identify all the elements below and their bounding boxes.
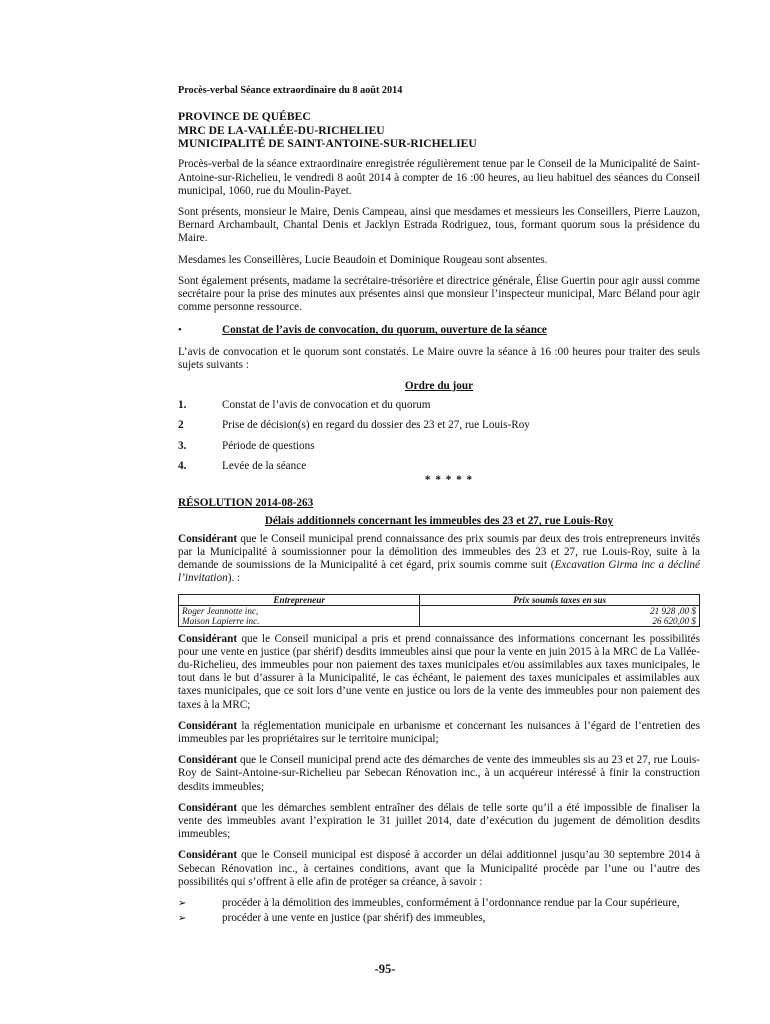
resolution-title: Délais additionnels concernant les immeubles des 23 et 27, rue Louis-Roy [264,515,614,528]
bullet-icon: • [178,324,182,337]
municipality-line: MUNICIPALITÉ DE SAINT-ANTOINE-SUR-RICHELIEU [178,137,477,151]
list-item-text: procéder à la démolition des immeubles, conformément à l’ordonnance rendue par la Cour supérieure, [222,896,680,909]
price-table-header [179,594,700,605]
entrepreneur-name: Roger Jeannotte inc, [179,605,420,616]
document-header: Procès-verbal Séance extraordinaire du 8 août 2014 [178,85,403,96]
considerant-text: que les démarches semblent entraîner des délais de telle sorte qu’il a été impossible de finaliser la vente des immeubles avant l’expiration le 31 juillet 2014, date d’exécution du jugement de démolition desdits immeubles; [178,801,700,841]
considerant-keyword: Considérant [178,632,238,645]
agenda-item [178,399,700,412]
agenda-text: Prise de décision(s) en regard du dossier des 23 et 27, rue Louis-Roy [222,419,530,432]
agenda-text: Levée de la séance [222,459,307,472]
agenda-number: 4. [178,459,187,472]
considerant-text: que le Conseil municipal a pris et prend connaissance des informations concernant les possibilités pour une vente en justice (par shérif) desdits immeubles ainsi que pour la vente en juin 2015 à la MRC de La Vallée-du-Richelieu, des immeubles pour non paiement des taxes municipales et/ou assimilables aux taxes municipales, le tout dans le but d’assurer à la Municipalité, le cas échéant, le paiement des taxes municipales et assimilables aux taxes municipales, que ce soit lors d’une vente en justice ou lors de la vente des immeubles pour non paiement des taxes à la MRC; [178,632,700,711]
considerant-paragraph [178,754,700,794]
list-item-text: procéder à une vente en justice (par shérif) des immeubles, [222,912,486,925]
considerant-keyword: Considérant [178,754,238,767]
section-separator: * * * * * [424,474,474,487]
resolution-number: RÉSOLUTION 2014-08-263 [178,497,314,510]
considerant-text: que le Conseil municipal prend acte des démarches de vente des immeubles sis au 23 et 27, rue Louis-Roy de Saint-Antoine-sur-Richelieu par Sebecan Rénovation inc., à un acquéreur intéressé à finir la construction desdits immeubles; [178,754,700,793]
price-table [178,594,700,627]
considerant-paragraph [178,720,700,746]
present-paragraph: Sont présents, monsieur le Maire, Denis Campeau, ainsi que mesdames et messieurs les Conseillers, Pierre Lauzon, Bernard Archambault, Chantal Denis et Jacklyn Estrada Rodriguez, tous, formant quorum sous la présidence du Maire. [178,206,700,245]
arrow-icon: ➢ [178,897,187,909]
considerant-keyword: Considérant [178,719,238,732]
page-number: -95- [374,962,396,976]
arrow-icon: ➢ [178,913,187,925]
considerant-italic-note: Excavation Girma inc a décliné l’invitation [178,559,700,585]
quorum-paragraph: L’avis de convocation et le quorum sont constatés. Le Maire ouvre la séance à 16 :00 heures pour traiter des seuls sujets suivants : [178,345,700,371]
table-row [179,616,700,627]
intro-paragraph: Procès-verbal de la séance extraordinaire enregistrée régulièrement tenue par le Conseil de la Municipalité de Saint-Antoine-sur-Richelieu, le vendredi 8 août 2014 à compter de 16 :00 heures, au lieu habituel des séances du Conseil municipal, 1060, rue du Moulin-Payet. [178,158,700,197]
header-price: Prix soumis taxes en sus [420,594,700,605]
also-present-paragraph: Sont également présents, madame la secrétaire-trésorière et directrice générale, Élise Guertin pour agir aussi comme secrétaire pour la prise des minutes aux présentes ainsi que monsieur l’inspecteur municipal, Marc Béland pour agir comme personne ressource. [178,274,700,314]
considerant-paragraph [178,533,700,586]
absent-paragraph: Mesdames les Conseillères, Lucie Beaudoin et Dominique Rougeau sont absentes. [178,253,548,266]
section-heading [178,324,700,337]
list-item [178,912,700,925]
considerant-paragraph [178,633,700,712]
section-heading-text: Constat de l’avis de convocation, du quorum, ouverture de la séance [222,324,547,337]
agenda-item [178,440,700,453]
price-value: 26 620,00 $ [420,616,700,627]
list-item [178,897,700,910]
considerant-paragraph [178,802,700,842]
considerant-text: que le Conseil municipal est disposé à accorder un délai additionnel jusqu’au 30 septembre 2014 à Sebecan Rénovation inc., à certaines conditions, avant que la Municipalité procède par l’une ou l’autre des possibilités qui s’offrent à elle afin de protéger sa créance, à savoir : [178,849,700,888]
agenda-item [178,460,700,473]
header-entrepreneur: Entrepreneur [179,594,420,605]
province-line: PROVINCE DE QUÉBEC [178,110,311,124]
considerant-text: la réglementation municipale en urbanisme et concernant les nuisances à l’égard de l’entretien des immeubles par les propriétaires sur le territoire municipal; [178,719,700,745]
price-value: 21 928 ,00 $ [420,605,700,616]
document-page [178,84,700,927]
agenda-number: 1. [178,399,187,412]
mrc-line: MRC DE LA-VALLÉE-DU-RICHELIEU [178,123,385,137]
considerant-keyword: Considérant [178,532,238,545]
agenda-item [178,419,700,432]
agenda-text: Période de questions [222,439,315,452]
agenda-title: Ordre du jour [404,380,474,393]
table-row [179,605,700,616]
agenda-text: Constat de l’avis de convocation et du quorum [222,399,431,412]
considerant-keyword: Considérant [178,801,238,814]
entrepreneur-name: Maison Lapierre inc. [179,616,420,627]
considerant-text-end: ). : [227,572,241,585]
considerant-paragraph [178,849,700,889]
considerant-keyword: Considérant [178,849,238,862]
agenda-number: 3. [178,439,187,452]
province-block [178,110,700,150]
agenda-number: 2 [178,419,184,432]
considerant-text: que le Conseil municipal prend connaissance des prix soumis par deux des trois entrepreneurs invités par la Municipalité à soumissionner pour la démolition des immeubles des 23 et 27, rue Louis-Roy, suite à la demande de soumissions de la Municipalité à cet égard, prix soumis comme suit ( [178,532,700,572]
